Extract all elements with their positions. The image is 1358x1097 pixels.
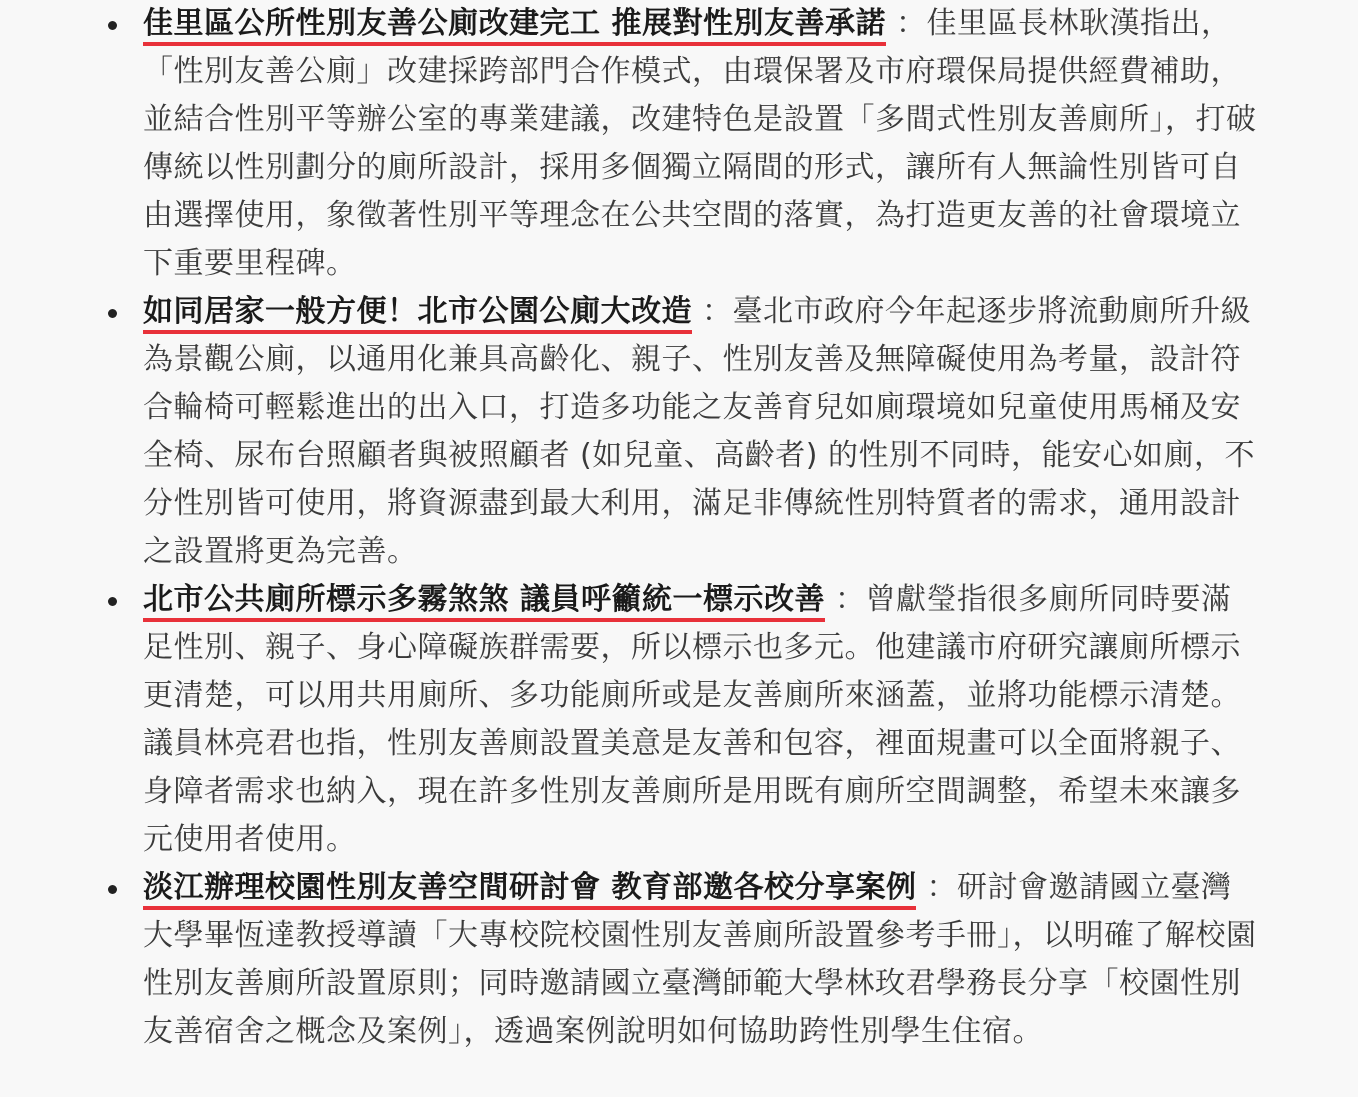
news-text [143, 582, 1241, 857]
title-separator: ： [835, 582, 866, 617]
bullet-icon [108, 21, 117, 30]
news-title-link[interactable]: 淡江辦理校園性別友善空間研討會 教育部邀各校分享案例 [143, 870, 916, 910]
news-item [108, 576, 1258, 864]
bullet-icon [108, 309, 117, 318]
news-title-link[interactable]: 佳里區公所性別友善公廁改建完工 推展對性別友善承諾 [143, 6, 886, 46]
news-text [143, 294, 1255, 569]
news-summary: 佳里區長林耿漢指出，「性別友善公廁」改建採跨部門合作模式，由環保署及市府環保局提供經費補助，並結合性別平等辦公室的專業建議，改建特色是設置「多間式性別友善廁所」，打破傳統以性別劃分的廁所設計，採用多個獨立隔間的形式，讓所有人無論性別皆可自由選擇使用，象徵著性別平等理念在公共空間的落實，為打造更友善的社會環境立下重要里程碑。 [143, 6, 1257, 281]
news-title-link[interactable]: 如同居家一般方便！北市公園公廁大改造 [143, 294, 692, 334]
news-list [108, 0, 1258, 1056]
bullet-icon [108, 597, 117, 606]
title-separator: ： [926, 870, 957, 905]
news-summary: 臺北市政府今年起逐步將流動廁所升級為景觀公廁，以通用化兼具高齡化、親子、性別友善及無障礙使用為考量，設計符合輪椅可輕鬆進出的出入口，打造多功能之友善育兒如廁環境如兒童使用馬桶及安全椅、尿布台照顧者與被照顧者 (如兒童、高齡者) 的性別不同時，能安心如廁，不分性別皆可使用，將資源盡到最大利用，滿足非傳統性別特質者的需求，通用設計之設置將更為完善。 [143, 294, 1255, 569]
news-summary: 研討會邀請國立臺灣大學畢恆達教授導讀「大專校院校園性別友善廁所設置參考手冊」，以明確了解校園性別友善廁所設置原則；同時邀請國立臺灣師範大學林玫君學務長分享「校園性別友善宿舍之概念及案例」，透過案例說明如何協助跨性別學生住宿。 [143, 870, 1257, 1049]
news-title-link[interactable]: 北市公共廁所標示多霧煞煞 議員呼籲統一標示改善 [143, 582, 825, 622]
news-item [108, 864, 1258, 1056]
title-separator: ： [896, 6, 927, 41]
title-separator: ： [702, 294, 733, 329]
news-item [108, 288, 1258, 576]
bullet-icon [108, 885, 117, 894]
news-item [108, 0, 1258, 288]
news-text [143, 6, 1257, 281]
news-summary: 曾獻瑩指很多廁所同時要滿足性別、親子、身心障礙族群需要，所以標示也多元。他建議市府研究讓廁所標示更清楚，可以用共用廁所、多功能廁所或是友善廁所來涵蓋，並將功能標示清楚。議員林亮君也指，性別友善廁設置美意是友善和包容，裡面規畫可以全面將親子、身障者需求也納入，現在許多性別友善廁所是用既有廁所空間調整，希望未來讓多元使用者使用。 [143, 582, 1241, 857]
news-text [143, 870, 1257, 1049]
